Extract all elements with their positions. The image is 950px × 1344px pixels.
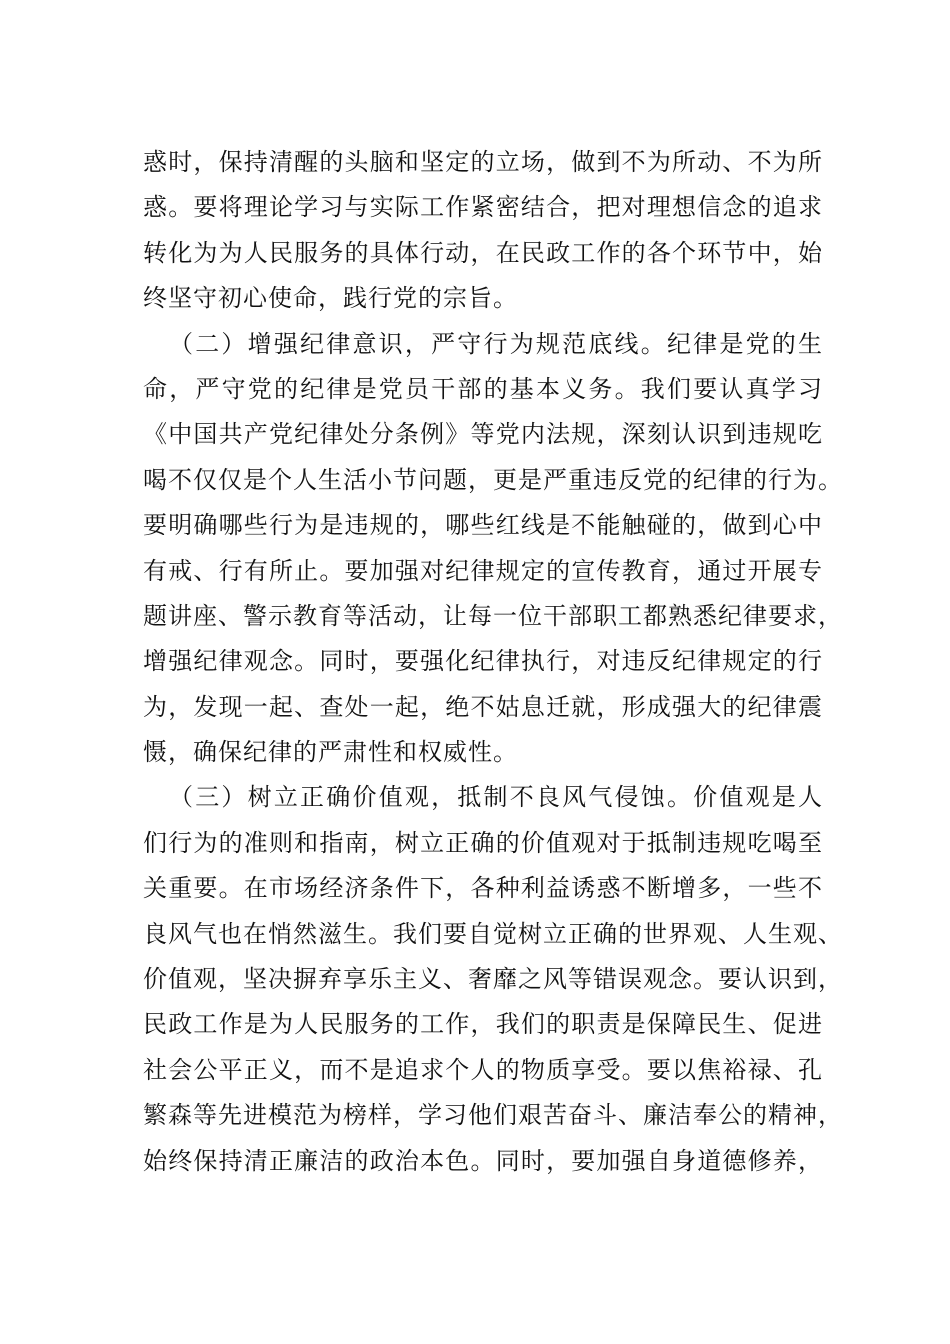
text-line: 喝不仅仅是个人生活小节问题，更是严重违反党的纪律的行为。 — [143, 465, 843, 494]
paragraph — [143, 322, 843, 776]
text-line: 转化为为人民服务的具体行动，在民政工作的各个环节中，始 — [143, 238, 823, 267]
text-line: 始终保持清正廉洁的政治本色。同时，要加强自身道德修养， — [143, 1146, 823, 1175]
text-line: 慑，确保纪律的严肃性和权威性。 — [143, 738, 518, 767]
text-line: 终坚守初心使命，践行党的宗旨。 — [143, 284, 518, 313]
text-line: 价值观，坚决摒弃享乐主义、奢靡之风等错误观念。要认识到， — [143, 965, 843, 994]
paragraph — [143, 775, 843, 1184]
paragraph — [143, 140, 823, 322]
text-line: 们行为的准则和指南，树立正确的价值观对于抵制违规吃喝至 — [143, 828, 823, 857]
text-line: 良风气也在悄然滋生。我们要自觉树立正确的世界观、人生观、 — [143, 919, 843, 948]
text-line: 题讲座、警示教育等活动，让每一位干部职工都熟悉纪律要求， — [143, 601, 843, 630]
text-line: 社会公平正义，而不是追求个人的物质享受。要以焦裕禄、孔 — [143, 1055, 823, 1084]
text-line: 增强纪律观念。同时，要强化纪律执行，对违反纪律规定的行 — [143, 647, 823, 676]
text-line: 民政工作是为人民服务的工作，我们的职责是保障民生、促进 — [143, 1010, 823, 1039]
text-line: 命，严守党的纪律是党员干部的基本义务。我们要认真学习 — [143, 374, 823, 403]
text-line: 关重要。在市场经济条件下，各种利益诱惑不断增多，一些不 — [143, 874, 823, 903]
text-line: 要明确哪些行为是违规的，哪些红线是不能触碰的，做到心中 — [143, 511, 823, 540]
text-line: 繁森等先进模范为榜样，学习他们艰苦奋斗、廉洁奉公的精神， — [143, 1101, 843, 1130]
document-page — [143, 140, 843, 1184]
section-heading-line: （二）增强纪律意识，严守行为规范底线。纪律是党的生 — [169, 329, 823, 358]
text-line: 为，发现一起、查处一起，绝不姑息迁就，形成强大的纪律震 — [143, 692, 823, 721]
text-line: 惑。要将理论学习与实际工作紧密结合，把对理想信念的追求 — [143, 193, 823, 222]
text-line: 惑时，保持清醒的头脑和坚定的立场，做到不为所动、不为所 — [143, 148, 823, 176]
text-line: 《中国共产党纪律处分条例》等党内法规，深刻认识到违规吃 — [143, 420, 823, 449]
section-heading-line: （三）树立正确价值观，抵制不良风气侵蚀。价值观是人 — [169, 783, 823, 812]
text-line: 有戒、行有所止。要加强对纪律规定的宣传教育，通过开展专 — [143, 556, 823, 585]
